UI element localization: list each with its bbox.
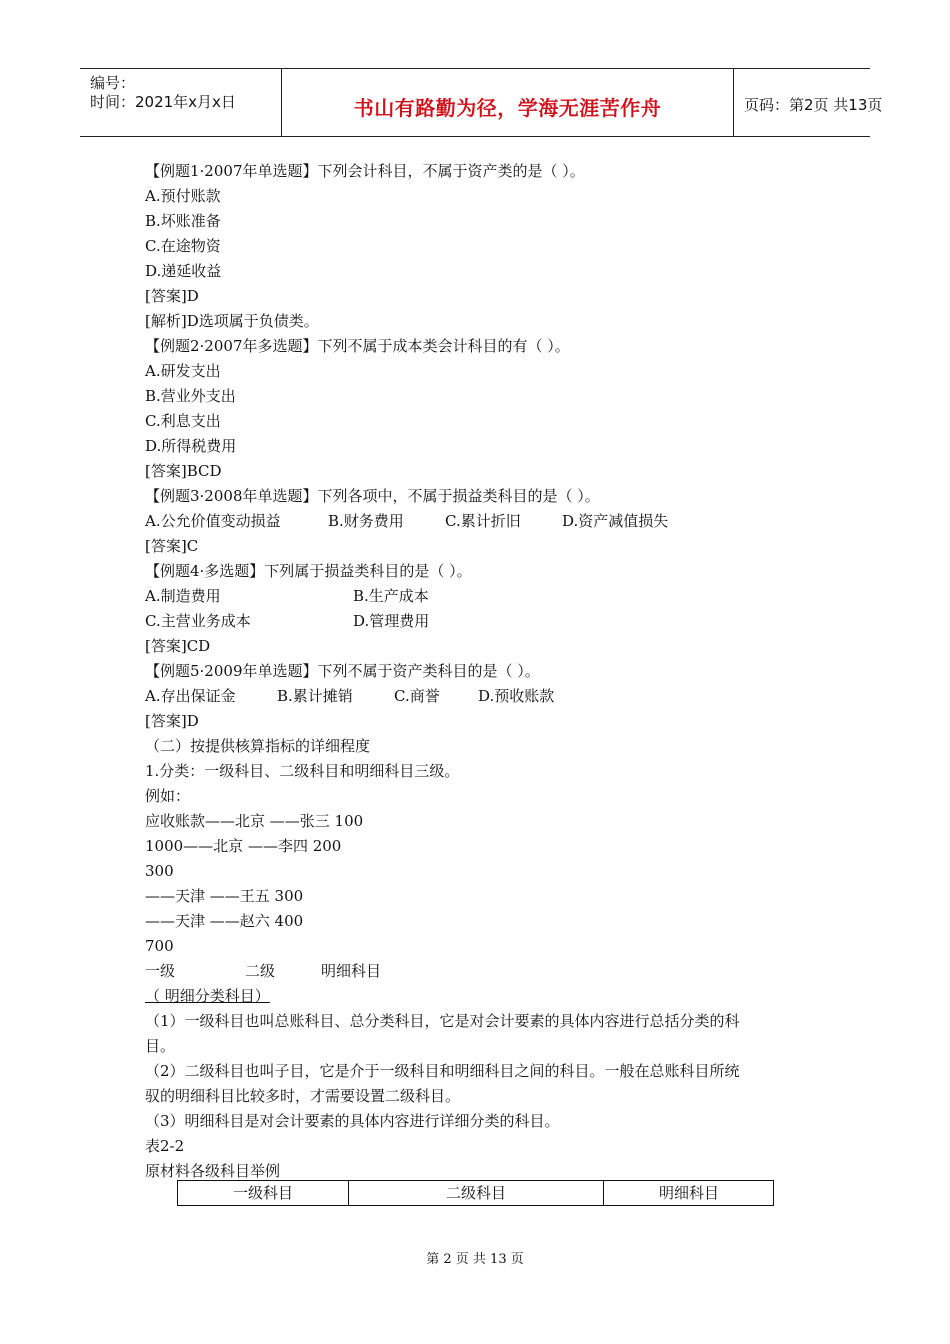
example-line-4: ——天津 ——王五 300 bbox=[145, 887, 304, 905]
q3-option-a: A.公允价值变动损益 bbox=[145, 512, 281, 530]
paragraph-3: （3）明细科目是对会计要素的具体内容进行详细分类的科目。 bbox=[145, 1112, 560, 1130]
q4-option-c: C.主营业务成本 bbox=[145, 612, 251, 630]
q4-option-a: A.制造费用 bbox=[145, 587, 221, 605]
q1-option-a: A.预付账款 bbox=[145, 187, 221, 205]
q5-option-c: C.商誉 bbox=[394, 687, 440, 705]
paragraph-1-line-2: 目。 bbox=[145, 1037, 176, 1055]
number-label: 编号： bbox=[90, 74, 136, 92]
page-footer: 第 2 页 共 13 页 bbox=[426, 1252, 524, 1267]
q1-option-d: D.递延收益 bbox=[145, 262, 222, 280]
header-meta bbox=[80, 69, 282, 136]
q3-option-b: B.财务费用 bbox=[328, 512, 404, 530]
q5-option-b: B.累计摊销 bbox=[277, 687, 353, 705]
q2-option-b: B.营业外支出 bbox=[145, 387, 236, 405]
header-motto-cell bbox=[282, 69, 734, 136]
header-page-cell bbox=[734, 69, 883, 136]
example-line-5: ——天津 ——赵六 400 bbox=[145, 912, 304, 930]
table-header-level-1: 一级科目 bbox=[178, 1181, 349, 1205]
example-line-6: 700 bbox=[145, 937, 174, 955]
example-line-3: 300 bbox=[145, 862, 174, 880]
question-2-stem: 【例题2·2007年多选题】下列不属于成本类会计科目的有（ ）。 bbox=[145, 337, 570, 355]
section-heading: （二）按提供核算指标的详细程度 bbox=[145, 737, 371, 755]
q5-option-d: D.预收账款 bbox=[478, 687, 555, 705]
table-number: 表2-2 bbox=[145, 1137, 185, 1155]
q1-option-c: C.在途物资 bbox=[145, 237, 221, 255]
paragraph-1-line-1: （1）一级科目也叫总账科目、总分类科目，它是对会计要素的具体内容进行总括分类的科 bbox=[145, 1012, 740, 1030]
paragraph-2-line-2: 驭的明细科目比较多时，才需要设置二级科目。 bbox=[145, 1087, 461, 1105]
q2-option-d: D.所得税费用 bbox=[145, 437, 237, 455]
q3-option-c: C.累计折旧 bbox=[445, 512, 521, 530]
page-info: 页码：第2页 共13页 bbox=[744, 96, 883, 114]
question-1-stem: 【例题1·2007年单选题】下列会计科目，不属于资产类的是（ ）。 bbox=[145, 162, 585, 180]
table-header-detail: 明细科目 bbox=[658, 1184, 719, 1202]
date-label: 时间：2021年x月x日 bbox=[90, 93, 236, 111]
q2-option-c: C.利息支出 bbox=[145, 412, 221, 430]
motto: 书山有路勤为径，学海无涯苦作舟 bbox=[353, 96, 662, 120]
q3-answer: [答案]C bbox=[145, 537, 199, 555]
q4-option-d: D.管理费用 bbox=[353, 612, 430, 630]
table-caption: 原材料各级科目举例 bbox=[145, 1162, 281, 1180]
q4-option-b: B.生产成本 bbox=[353, 587, 429, 605]
q1-answer: [答案]D bbox=[145, 287, 199, 305]
q5-answer: [答案]D bbox=[145, 712, 199, 730]
classification-line: 1.分类：一级科目、二级科目和明细科目三级。 bbox=[145, 762, 460, 780]
subject-levels-table bbox=[177, 1180, 774, 1206]
q1-option-b: B.坏账准备 bbox=[145, 212, 221, 230]
example-label: 例如： bbox=[145, 787, 191, 805]
question-4-stem: 【例题4·多选题】下列属于损益类科目的是（ ）。 bbox=[145, 562, 472, 580]
level-2-label: 二级 bbox=[245, 962, 276, 980]
q5-option-a: A.存出保证金 bbox=[145, 687, 236, 705]
question-3-stem: 【例题3·2008年单选题】下列各项中，不属于损益类科目的是（ ）。 bbox=[145, 487, 600, 505]
levels-row bbox=[145, 961, 387, 981]
document-header bbox=[80, 68, 883, 137]
level-1-label: 一级 bbox=[145, 962, 176, 980]
table-header-level-2: 二级科目 bbox=[349, 1181, 604, 1205]
q3-option-d: D.资产减值损失 bbox=[562, 512, 669, 530]
level-3-label: 明细科目 bbox=[321, 962, 382, 980]
q4-answer: [答案]CD bbox=[145, 637, 211, 655]
example-line-1: 应收账款——北京 ——张三 100 bbox=[145, 812, 364, 830]
q1-explanation: [解析]D选项属于负债类。 bbox=[145, 312, 319, 330]
paragraph-2-line-1: （2）二级科目也叫子目，它是介于一级科目和明细科目之间的科目。一般在总账科目所统 bbox=[145, 1062, 740, 1080]
detail-classification-note: （ 明细分类科目） bbox=[145, 987, 270, 1005]
question-5-stem: 【例题5·2009年单选题】下列不属于资产类科目的是（ ）。 bbox=[145, 662, 540, 680]
q2-option-a: A.研发支出 bbox=[145, 362, 221, 380]
example-line-2: 1000——北京 ——李四 200 bbox=[145, 837, 342, 855]
q2-answer: [答案]BCD bbox=[145, 462, 222, 480]
